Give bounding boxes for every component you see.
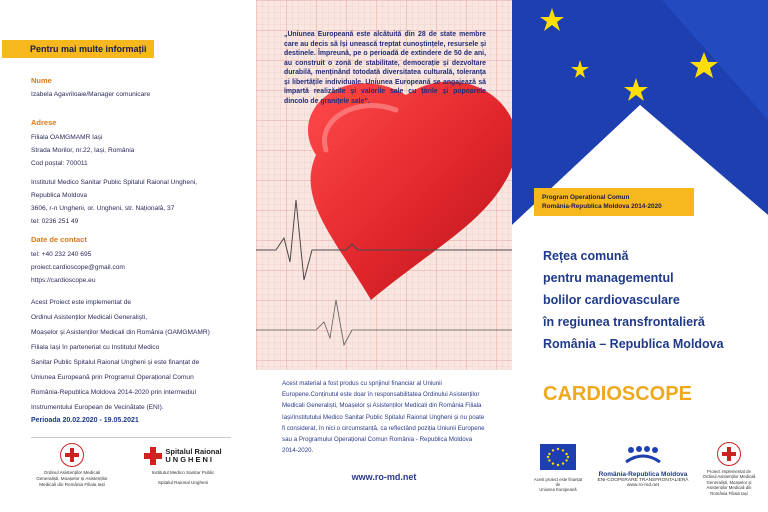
people-group-icon — [623, 444, 663, 466]
funding-disclaimer: Acest material a fost produs cu sprijinul financiar al Uniunii Europene.Conținutul este doar în responsabilitatea Ordinului Asistenților Medicali Generaliști, Moașelor și Asistenților Medicali din România Filiala Iași/Institutului Medico Sanitar Public Spitalul Raional Ungheni și nu poate fi considerat, în nici o circumstanță, ca reflectând poziția Uniunii Europene sau a Programului Operațional Comun România - Republica Moldova 2014-2020. — [282, 380, 485, 455]
implemented-text: Acest Proiect este implementat de Ordinul Asistenților Medicali Generaliști, Moașelor și Asistenților Medicali din România (OAMGMAMR) Filiala Iași în parteneriat cu Institutul Medico Sanitar Public Spitalul Raional Ungheni și este finanțat de Uniunea Europeană prin Programul Operațional Comun România-Republica Moldova 2014-2020 prin intermediul Instrumentului European de Vecinătate (ENI). — [31, 299, 210, 411]
oamgmamr-logo: Ordinul Asistenților Medicali Generaliști, Moașelor și Asistenților Medicali din România Filiala Iași — [26, 443, 118, 488]
project-title: Rețea comună pentru managementul bolilor cardiovasculare în regiunea transfrontalieră România – Republica Moldova — [543, 249, 724, 351]
name-value: Izabela Agavriloaie/Manager comunicare — [31, 91, 151, 98]
right-panel — [512, 0, 768, 512]
eu-flag-graphic — [512, 0, 768, 260]
red-cross-icon — [144, 447, 162, 465]
contact-block: tel: +40 232 240 695 proiect.cardioscope@gmail.com https://cardioscope.eu — [31, 251, 125, 284]
program-badge: Program Operațional Comun România-Republica Moldova 2014-2020 — [534, 188, 694, 216]
partner-oamgmamr-logo: Proiect implementat de Ordinul Asistenților Medicali Generaliști, Moașelor și Asistenților Medicali din România Filiala Iași — [696, 442, 762, 496]
info-header: Pentru mai multe informații — [2, 40, 154, 58]
name-label: Nume — [31, 76, 52, 85]
address-block-2: Institutul Medico Sanitar Public Spitalul Raional Ungheni, Republica Moldova 3606, r-n Ungheni, or. Ungheni, str. Națională, 37 tel: 0236 251 49 — [31, 179, 198, 225]
address-label: Adrese — [31, 118, 57, 127]
divider — [31, 437, 231, 438]
spitalul-ungheni-logo: Spitalul Raional UNGHENI Institutul Medico Sanitar Public Spitalul Raional Ungheni — [124, 447, 242, 486]
eu-flag-icon — [540, 444, 576, 470]
left-panel — [0, 0, 256, 512]
project-period: Perioada 20.02.2020 - 19.05.2021 — [31, 417, 139, 424]
address-block-1: Filiala OAMGMAMR Iași Strada Morilor, nr.22, Iași, România Cod poștal: 700011 — [31, 134, 135, 167]
project-name: CARDIOSCOPE — [543, 383, 692, 405]
program-url: www.ro-md.net — [351, 472, 417, 482]
eu-logo: Acest proiect este finanțat de Uniunea Europeană — [532, 444, 584, 492]
medical-cross-icon — [717, 442, 741, 466]
eu-quote: „Uniunea Europeană este alcătuită din 28 de state membre care au decis să își unească treptat cunoștințele, resursele și destinele. Împreună, pe o perioadă de extindere de 50 de ani, au construit o zonă de stabilitate, democrație și dezvoltare durabilă, menținând totodată diversitatea culturală, toleranța și libertățile individuale. Uniunea Europeană se angajează să împartă realizările și valorile sale cu țările și popoarele dincolo de granițele sale”. — [284, 31, 486, 105]
middle-panel — [256, 0, 512, 512]
contact-label: Date de contact — [31, 235, 87, 244]
partner-logos — [512, 440, 768, 512]
medical-cross-icon — [60, 443, 84, 467]
ro-md-program-logo: România-Republica Moldova ENI-COOPERARE TRANSFRONTALIERĂ www.ro-md.net — [590, 444, 696, 488]
